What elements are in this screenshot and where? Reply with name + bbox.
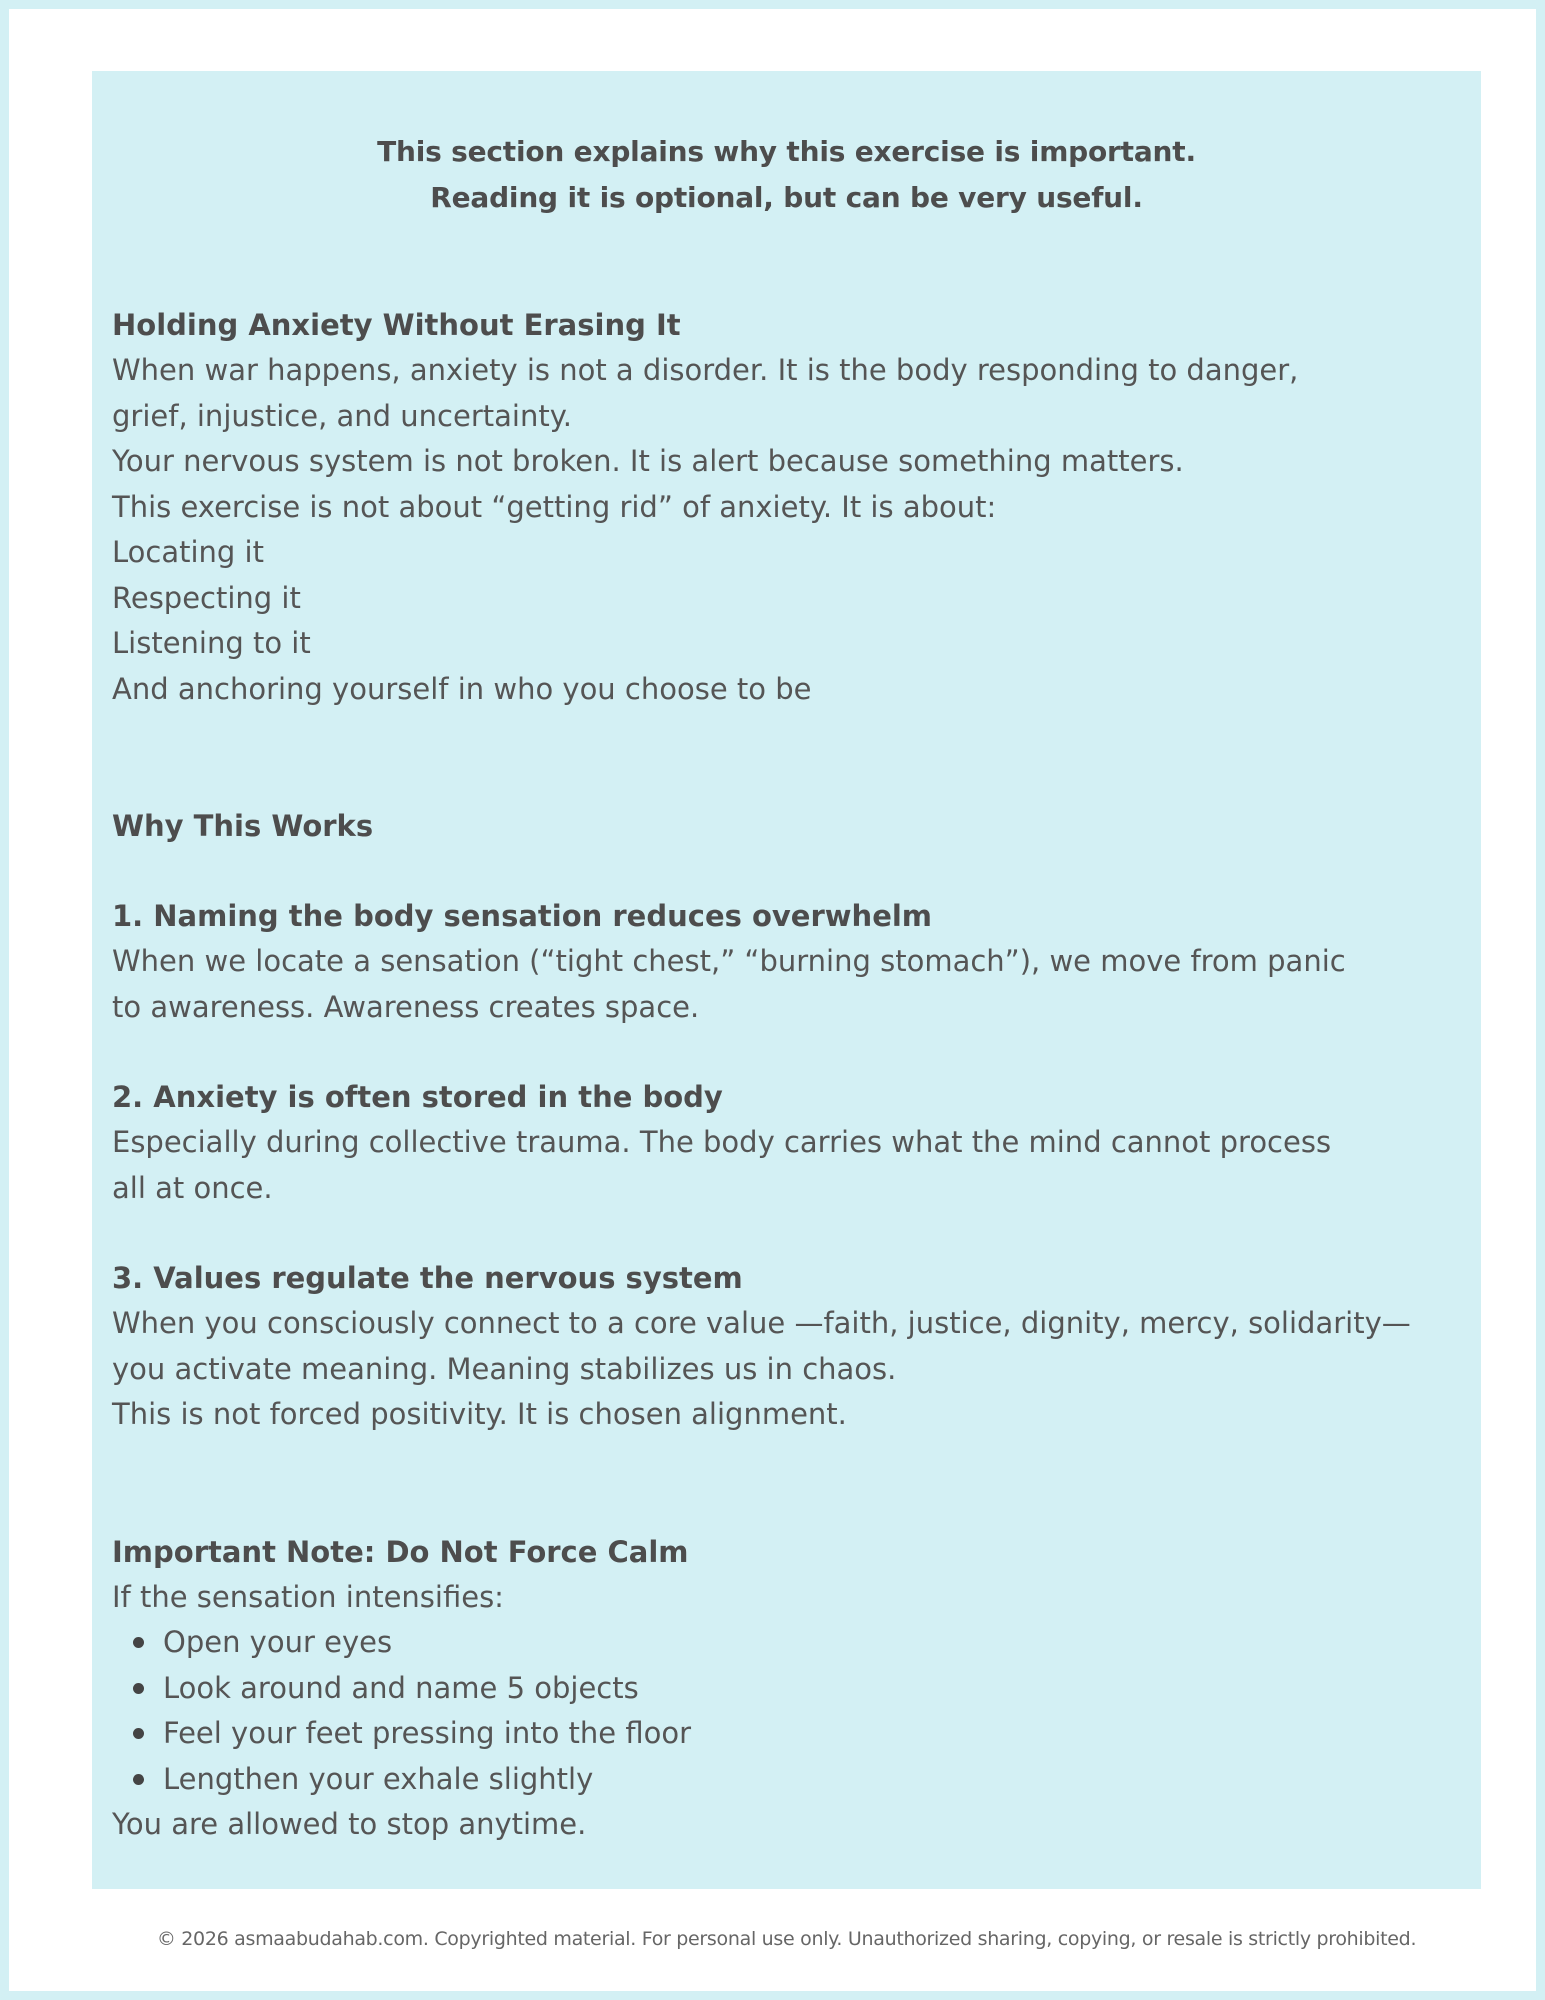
why-this-works-section (112, 804, 1461, 1438)
paragraph-line: Your nervous system is not broken. It is alert because something matters. (112, 444, 1184, 478)
paragraph-line: When war happens, anxiety is not a disorder. It is the body responding to danger, (112, 353, 1299, 387)
point-title: 3. Values regulate the nervous system (112, 1261, 743, 1295)
bullet-item (163, 1620, 1461, 1666)
list-line: Listening to it (112, 626, 311, 660)
bullet-icon (133, 1728, 144, 1739)
bullet-text: Lengthen your exhale slightly (163, 1761, 594, 1796)
important-note-section (112, 1530, 1461, 1848)
bullet-text: Open your eyes (163, 1625, 393, 1659)
spacer (112, 712, 1461, 804)
section-heading: Holding Anxiety Without Erasing It (112, 308, 681, 342)
spacer (112, 1438, 1461, 1530)
bullet-item (163, 1711, 1461, 1757)
point-title: 2. Anxiety is often stored in the body (112, 1080, 723, 1114)
bullet-text: Feel your feet pressing into the floor (163, 1716, 692, 1750)
copyright-footer: © 2026 asmaabudahab.com. Copyrighted material. For personal use only. Unauthorized sharing, copying, or resale is strictly prohibited. (156, 1928, 1417, 1950)
intro-line-2: Reading it is optional, but can be very useful. (430, 181, 1143, 214)
holding-anxiety-section (112, 303, 1461, 712)
spacer (112, 849, 1461, 894)
bullet-text: Look around and name 5 objects (163, 1670, 639, 1705)
paragraph-line: to awareness. Awareness creates space. (112, 989, 700, 1024)
intro-line-1: This section explains why this exercise is important. (377, 135, 1196, 168)
bullet-icon (133, 1683, 144, 1694)
point-block (112, 1256, 1461, 1438)
bullet-list (112, 1620, 1461, 1802)
section-heading: Important Note: Do Not Force Calm (112, 1534, 689, 1569)
note-intro: If the sensation intensifies: (112, 1579, 504, 1614)
point-title: 1. Naming the body sensation reduces overwhelm (112, 899, 933, 933)
bullet-item (163, 1757, 1461, 1803)
note-closing: You are allowed to stop anytime. (112, 1807, 587, 1841)
paragraph-line: This is not forced positivity. It is chosen alignment. (112, 1397, 847, 1431)
paragraph-line: When you consciously connect to a core value —faith, justice, dignity, mercy, solidarity— (112, 1306, 1411, 1340)
point-block (112, 894, 1461, 1030)
spacer (112, 1211, 1461, 1256)
list-line: Locating it (112, 535, 264, 569)
paragraph-line: Especially during collective trauma. The body carries what the mind cannot process (112, 1125, 1332, 1159)
list-line: And anchoring yourself in who you choose to be (112, 671, 812, 706)
info-panel (92, 71, 1481, 1889)
bullet-icon (133, 1637, 144, 1648)
spacer (112, 1030, 1461, 1075)
paragraph-line: When we locate a sensation (“tight chest,” “burning stomach”), we move from panic (112, 944, 1346, 978)
paragraph-line: you activate meaning. Meaning stabilizes us in chaos. (112, 1351, 897, 1386)
section-heading: Why This Works (112, 809, 374, 843)
spacer (112, 221, 1461, 303)
bullet-item (163, 1666, 1461, 1712)
paragraph-line: This exercise is not about “getting rid” of anxiety. It is about: (112, 489, 997, 524)
paragraph-line: grief, injustice, and uncertainty. (112, 398, 572, 433)
paragraph-line: all at once. (112, 1170, 273, 1205)
list-line: Respecting it (112, 580, 301, 615)
intro-block (112, 129, 1461, 221)
bullet-icon (133, 1774, 144, 1785)
point-block (112, 1075, 1461, 1211)
